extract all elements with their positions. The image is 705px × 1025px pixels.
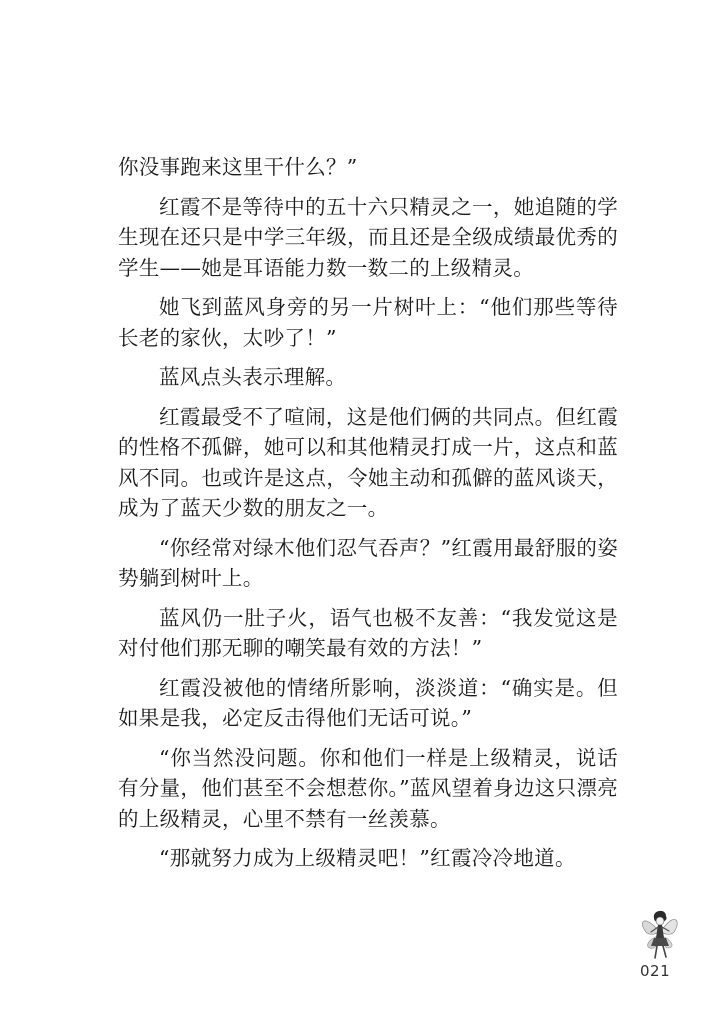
paragraph: 蓝风点头表示理解。 — [159, 365, 347, 389]
paragraph: “那就努力成为上级精灵吧！”红霞冷冷地道。 — [159, 846, 576, 870]
paragraph: “你经常对绿木他们忍气吞声？”红霞用最舒服的姿势躺到树叶上。 — [118, 535, 618, 590]
body-text — [118, 152, 618, 883]
paragraph: 红霞没被他的情绪所影响，淡淡道：“确实是。但如果是我，必定反击得他们无话可说。” — [118, 675, 618, 730]
paragraph: 她飞到蓝风身旁的另一片树叶上：“他们那些等待长老的家伙，太吵了！” — [118, 295, 618, 350]
paragraph: 蓝风仍一肚子火，语气也极不友善：“我发觉这是对付他们那无聊的嘲笑最有效的方法！” — [118, 605, 618, 660]
page-number: 021 — [640, 962, 671, 980]
paragraph: 你没事跑来这里干什么？” — [118, 155, 358, 179]
paragraph: 红霞不是等待中的五十六只精灵之一，她追随的学生现在还只是中学三年级，而且还是全级成绩最优秀的学生——她是耳语能力数一数二的上级精灵。 — [118, 194, 618, 280]
fairy-icon — [636, 908, 684, 964]
paragraph: “你当然没问题。你和他们一样是上级精灵，说话有分量，他们甚至不会想惹你。”蓝风望着身边这只漂亮的上级精灵，心里不禁有一丝羡慕。 — [118, 745, 618, 831]
paragraph: 红霞最受不了喧闹，这是他们俩的共同点。但红霞的性格不孤僻，她可以和其他精灵打成一片，这点和蓝风不同。也或许是这点，令她主动和孤僻的蓝风谈天，成为了蓝天少数的朋友之一。 — [118, 404, 618, 520]
